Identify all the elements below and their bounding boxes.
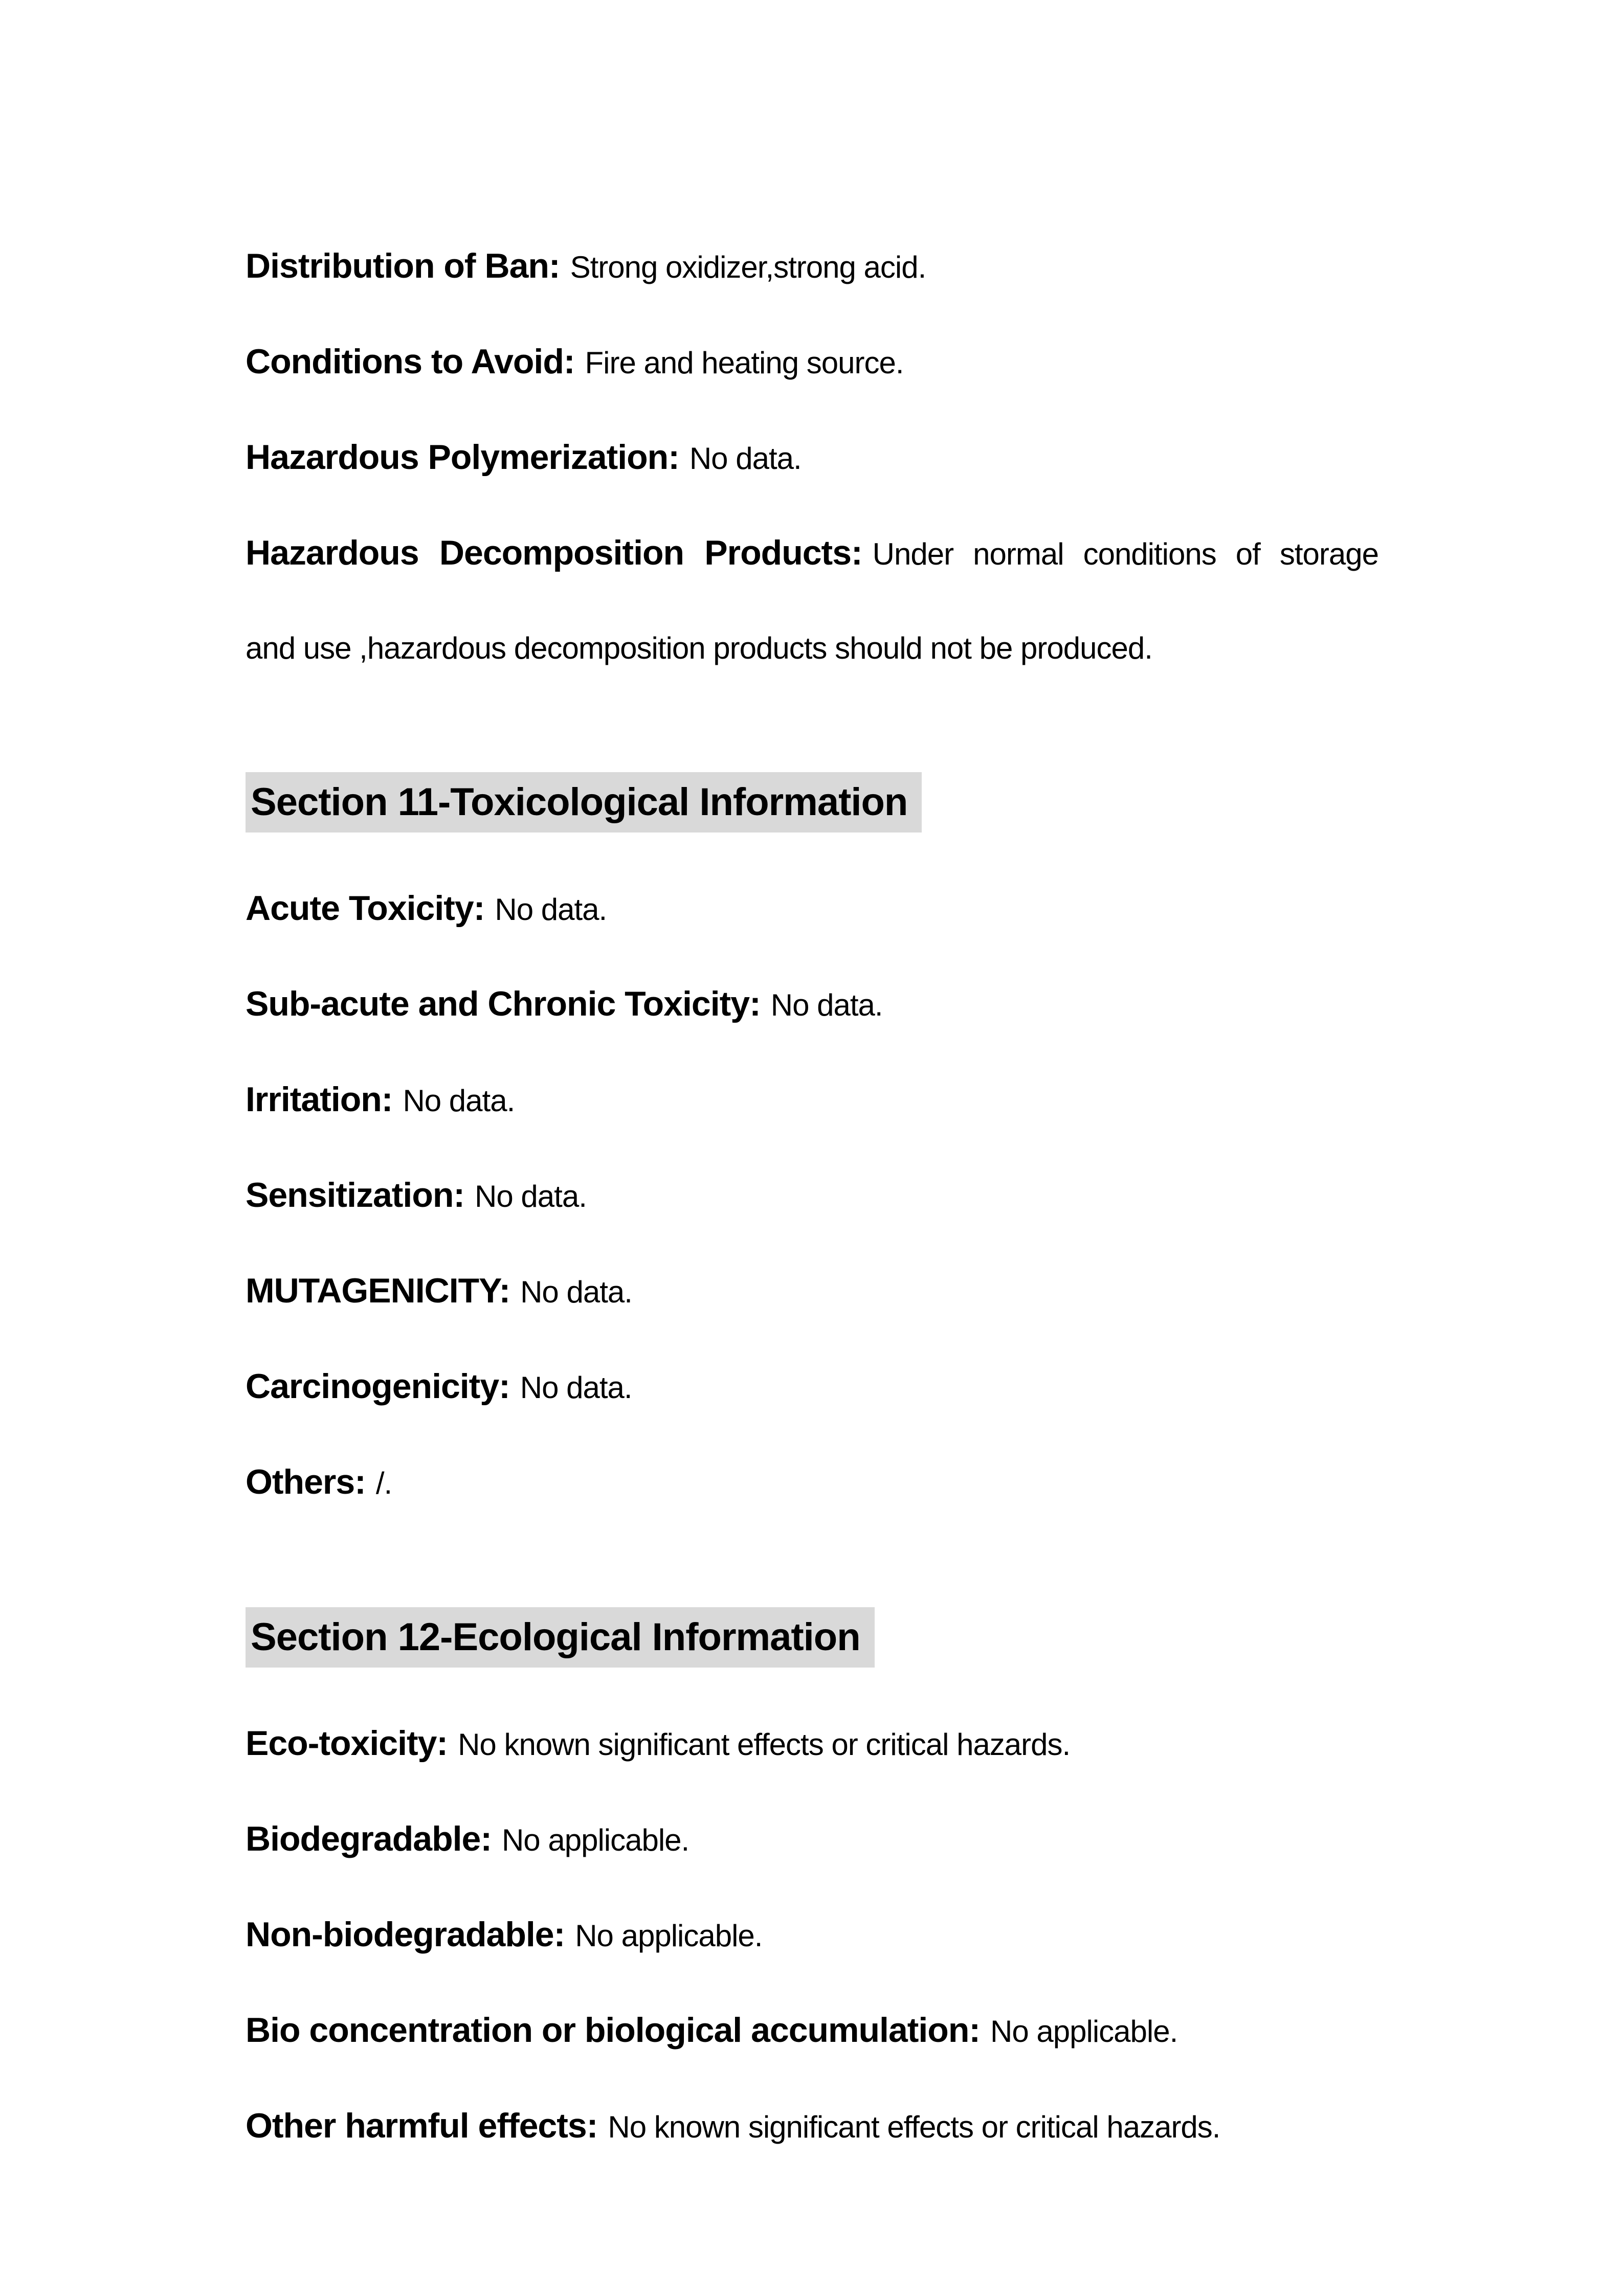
field-label: Others: (246, 1462, 366, 1501)
field-value: No applicable. (501, 1823, 689, 1857)
field-value: No known significant effects or critical hazards. (458, 1727, 1071, 1762)
field-value: Strong oxidizer,strong acid. (570, 250, 926, 284)
field-biodegradable (246, 1796, 1378, 1892)
field-non-biodegradable (246, 1892, 1378, 1987)
field-value: No data. (520, 1275, 632, 1309)
field-mutagenicity (246, 1248, 1378, 1343)
field-bio-concentration-or-biological-accumulation (246, 1987, 1378, 2083)
field-distribution-of-ban (246, 223, 1378, 319)
field-label: Acute Toxicity: (246, 889, 485, 928)
field-conditions-to-avoid (246, 319, 1378, 414)
field-value: Fire and heating source. (585, 346, 904, 380)
field-label: Other harmful effects: (246, 2106, 598, 2145)
field-label: Bio concentration or biological accumulation: (246, 2011, 981, 2050)
field-value: No data. (475, 1179, 587, 1213)
field-value: No data. (520, 1370, 632, 1405)
field-value-continuation: and use ,hazardous decomposition products should not be produced. (246, 631, 1152, 665)
field-label: Carcinogenicity: (246, 1367, 510, 1406)
field-value: /. (375, 1466, 392, 1500)
field-label: Conditions to Avoid: (246, 342, 575, 381)
field-carcinogenicity (246, 1343, 1378, 1439)
field-hazardous-polymerization (246, 414, 1378, 510)
field-label: Irritation: (246, 1080, 393, 1119)
field-line-1 (246, 510, 1378, 605)
field-value: No applicable. (990, 2014, 1178, 2049)
field-line-2 (246, 605, 1378, 700)
field-label: Eco-toxicity: (246, 1724, 448, 1763)
field-sensitization (246, 1152, 1378, 1248)
field-others (246, 1439, 1378, 1535)
section-11-heading: Section 11-Toxicological Information (246, 772, 922, 832)
field-label: Hazardous Polymerization: (246, 438, 679, 477)
field-value: No data. (495, 892, 607, 927)
field-other-harmful-effects (246, 2083, 1378, 2178)
field-label: Distribution of Ban: (246, 246, 560, 285)
field-eco-toxicity (246, 1700, 1378, 1796)
field-label: MUTAGENICITY: (246, 1271, 510, 1310)
field-acute-toxicity (246, 865, 1378, 961)
field-label: Biodegradable: (246, 1819, 492, 1858)
field-sub-acute-and-chronic-toxicity (246, 961, 1378, 1056)
field-value: No data. (689, 441, 802, 476)
field-value: No known significant effects or critical hazards. (608, 2110, 1220, 2144)
field-label: Hazardous Decomposition Products: (246, 533, 862, 572)
field-value: No data. (770, 988, 883, 1022)
section-12-heading: Section 12-Ecological Information (246, 1607, 875, 1668)
field-label: Non-biodegradable: (246, 1915, 565, 1954)
field-label: Sub-acute and Chronic Toxicity: (246, 984, 761, 1023)
field-irritation (246, 1056, 1378, 1152)
field-value: No applicable. (575, 1919, 763, 1953)
field-value: No data. (403, 1084, 515, 1118)
field-value: Under normal conditions of storage (872, 537, 1378, 571)
field-hazardous-decomposition-products (246, 510, 1378, 700)
field-label: Sensitization: (246, 1176, 465, 1214)
